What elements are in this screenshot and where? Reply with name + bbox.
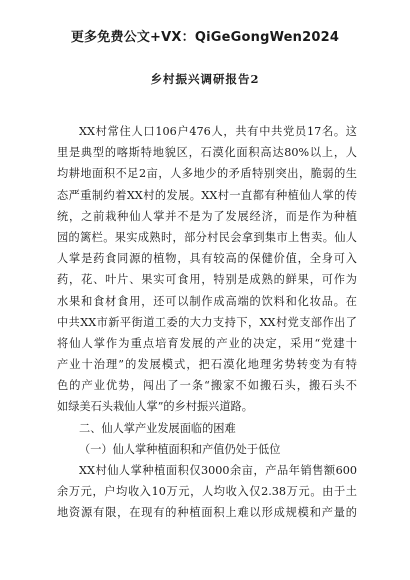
page-header: 更多免费公文+VX：QiGeGongWen2024 — [70, 30, 340, 45]
paragraph-line: 里是典型的喀斯特地貌区，石漠化面积高达80%以上，人 — [57, 146, 357, 160]
paragraph-line: 地资源有限，在现有的种植面积上难以形成规模和产量的 — [57, 506, 357, 520]
section-heading: 二、仙人掌产业发展面临的困难 — [79, 421, 236, 435]
document-body — [57, 121, 357, 524]
paragraph-line: XX村仙人掌种植面积仅3000余亩，产品年销售额600 — [79, 464, 357, 477]
paragraph-line: 将仙人掌作为重点培育发展的产业的决定，采用“党建十 — [57, 336, 357, 350]
subsection-heading: （一）仙人掌种植面积和产值仍处于低位 — [79, 442, 281, 456]
paragraph-line: 药，花、叶片、果实可食用，特别是成熟的鲜果，可作为 — [57, 273, 357, 287]
paragraph-line: 人掌是药食同源的植物，具有较高的保健价值，全身可入 — [57, 252, 357, 266]
paragraph-line: 如绿美石头栽仙人掌”的乡村振兴道路。 — [57, 400, 253, 414]
paragraph-line: XX村常住人口106户476人，共有中共党员17名。这 — [79, 125, 357, 138]
paragraph-line: 余万元，户均收入10万元，人均收入仅2.38万元。由于土 — [57, 485, 357, 499]
paragraph-line: 园的篱栏。果实成熟时，部分村民会拿到集市上售卖。仙人 — [57, 230, 357, 244]
paragraph-line: 均耕地面积不足2亩，人多地少的矛盾特别突出，脆弱的生 — [57, 167, 357, 181]
paragraph-line: 水果和食材食用，还可以制作成高端的饮料和化妆品。在 — [57, 294, 357, 308]
paragraph-line: 中共XX市新平街道工委的大力支持下，XX村党支部作出了 — [57, 315, 357, 329]
document-title: 乡村振兴调研报告2 — [150, 72, 260, 86]
paragraph-line: 产业十治理”的发展模式，把石漠化地理劣势转变为有特 — [57, 358, 357, 372]
paragraph-line: 色的产业优势，闯出了一条“搬家不如搬石头，搬石头不 — [57, 379, 357, 393]
paragraph-line: 统，之前栽种仙人掌并不是为了发展经济，而是作为种植 — [57, 209, 357, 223]
paragraph-line: 态严重制约着XX村的发展。XX村一直都有种植仙人掌的传 — [57, 188, 357, 202]
